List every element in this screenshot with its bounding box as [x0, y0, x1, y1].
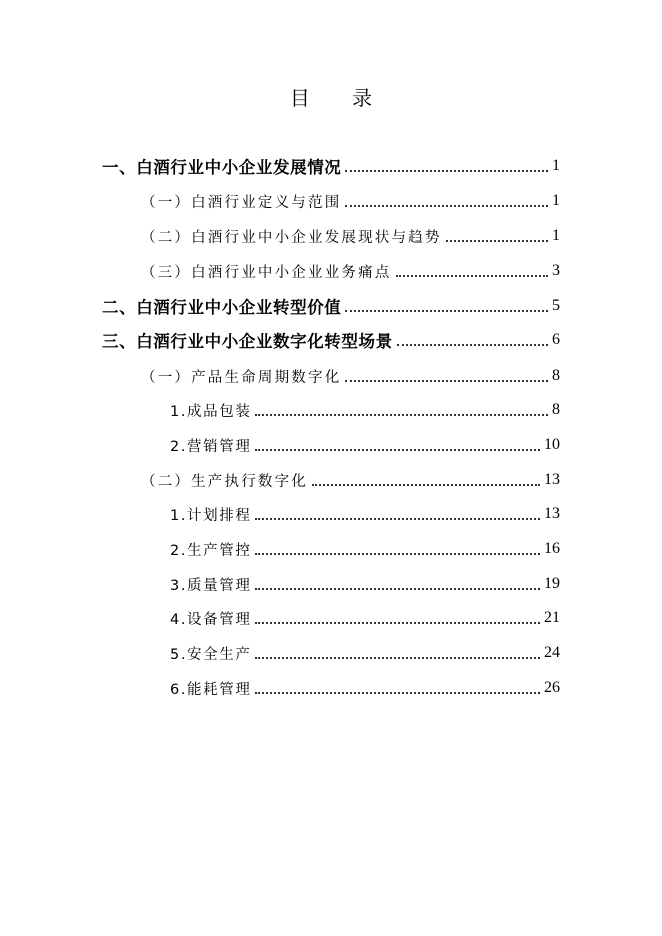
toc-page-number: 1	[552, 227, 560, 244]
toc-page-number: 8	[552, 367, 560, 384]
toc-entry-title: 一、白酒行业中小企业发展情况	[102, 158, 342, 177]
toc-entry-title: 4.设备管理	[170, 611, 252, 628]
toc-page-number: 19	[544, 575, 560, 592]
toc-entry[interactable]	[170, 502, 560, 526]
toc-page-number: 13	[544, 505, 560, 522]
toc-page-number: 13	[544, 471, 560, 488]
toc-leader-dots	[255, 587, 540, 590]
toc-entry[interactable]	[170, 537, 560, 561]
toc-entry[interactable]	[141, 259, 560, 283]
toc-entry[interactable]	[141, 364, 560, 388]
toc-page-number: 5	[552, 297, 560, 314]
toc-leader-dots	[397, 343, 548, 346]
toc-entry[interactable]	[141, 468, 560, 492]
toc-entry[interactable]	[102, 294, 560, 318]
toc-leader-dots	[255, 691, 540, 694]
toc-entry-title: 三、白酒行业中小企业数字化转型场景	[102, 332, 393, 351]
toc-leader-dots	[312, 483, 540, 486]
toc-entry[interactable]	[170, 572, 560, 596]
toc-page-number: 10	[544, 436, 560, 453]
toc-entry-title: （二）生产执行数字化	[141, 473, 308, 490]
toc-entry[interactable]	[170, 641, 560, 665]
toc-entry[interactable]	[102, 154, 560, 178]
toc-leader-dots	[255, 448, 540, 451]
toc-leader-dots	[396, 274, 549, 277]
toc-entry[interactable]	[170, 398, 560, 422]
toc-entry-title: 1.计划排程	[170, 507, 252, 524]
toc-entry[interactable]	[170, 606, 560, 630]
toc-leader-dots	[255, 656, 540, 659]
toc-entry[interactable]	[170, 676, 560, 700]
toc-entry-title: （二）白酒行业中小企业发展现状与趋势	[141, 229, 442, 246]
toc-entry-title: 2.营销管理	[170, 438, 252, 455]
toc-entry-title: 5.安全生产	[170, 646, 252, 663]
toc-leader-dots	[255, 621, 540, 624]
toc-leader-dots	[255, 413, 548, 416]
toc-page-number: 8	[552, 401, 560, 418]
toc-entry-title: 6.能耗管理	[170, 681, 252, 698]
toc-page-number: 1	[552, 157, 560, 174]
toc-leader-dots	[446, 239, 548, 242]
toc-leader-dots	[345, 379, 548, 382]
toc-page-number: 26	[544, 679, 560, 696]
toc-entry-title: （一）白酒行业定义与范围	[141, 194, 342, 211]
toc-page-number: 3	[552, 262, 560, 279]
toc-entry-title: （一）产品生命周期数字化	[141, 369, 342, 386]
toc-entry[interactable]	[102, 328, 560, 352]
toc-leader-dots	[345, 309, 548, 312]
toc-title: 目 录	[289, 86, 391, 110]
toc-entry-title: 二、白酒行业中小企业转型价值	[102, 298, 342, 317]
toc-entry-title: 2.生产管控	[170, 542, 252, 559]
toc-leader-dots	[255, 552, 540, 555]
toc-entry[interactable]	[141, 224, 560, 248]
toc-page-number: 6	[552, 331, 560, 348]
toc-entry-title: （三）白酒行业中小企业业务痛点	[141, 264, 392, 281]
toc-page-number: 21	[544, 609, 560, 626]
toc-entry[interactable]	[170, 433, 560, 457]
toc-page-number: 24	[544, 644, 560, 661]
toc-entry-title: 3.质量管理	[170, 577, 252, 594]
toc-entry-title: 1.成品包装	[170, 403, 252, 420]
toc-page-number: 16	[544, 540, 560, 557]
toc-leader-dots	[345, 204, 548, 207]
toc-page-number: 1	[552, 192, 560, 209]
toc-entry[interactable]	[141, 189, 560, 213]
toc-leader-dots	[255, 517, 540, 520]
toc-leader-dots	[345, 169, 548, 172]
